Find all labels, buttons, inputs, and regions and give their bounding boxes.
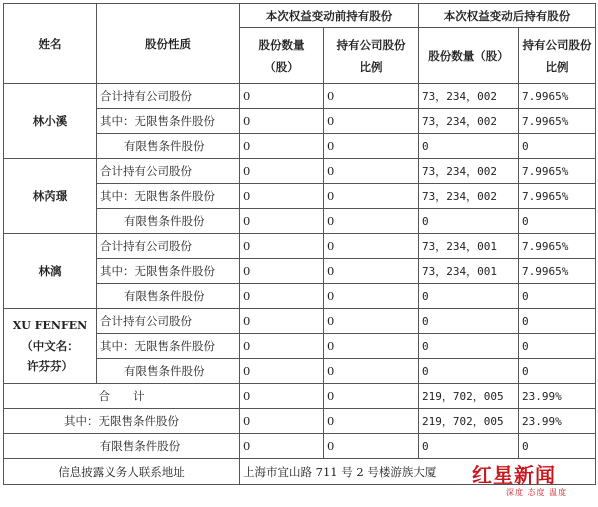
totals-label: 其中：无限售条件股份: [4, 409, 240, 434]
before-ratio: 0: [324, 234, 419, 259]
before-qty: 0: [240, 184, 324, 209]
share-nature: 合计持有公司股份: [97, 84, 240, 109]
table-row: [4, 234, 596, 259]
person-name-line: （中文名：: [21, 339, 79, 353]
share-nature: 其中：无限售条件股份: [97, 109, 240, 134]
after-qty: 73，234，001: [419, 234, 519, 259]
before-ratio: 0: [324, 384, 419, 409]
table-row: [4, 159, 596, 184]
after-qty: 73，234，002: [419, 109, 519, 134]
person-name: 林小溪: [4, 84, 97, 159]
after-qty: 0: [419, 359, 519, 384]
before-qty: 0: [240, 359, 324, 384]
after-qty: 0: [419, 309, 519, 334]
before-qty: 0: [240, 384, 324, 409]
share-nature: 有限售条件股份: [97, 209, 240, 234]
equity-change-table: [3, 3, 596, 485]
before-qty: 0: [240, 434, 324, 459]
after-ratio: 7.9965%: [519, 84, 596, 109]
watermark-subtitle: 深度 态度 温度: [506, 488, 568, 497]
share-nature: 有限售条件股份: [97, 284, 240, 309]
before-ratio: 0: [324, 209, 419, 234]
share-nature: 其中：无限售条件股份: [97, 259, 240, 284]
before-ratio: 0: [324, 359, 419, 384]
person-name-line: 许芬芬）: [27, 359, 73, 373]
before-qty: 0: [240, 209, 324, 234]
watermark-logo: [472, 459, 592, 503]
before-qty: 0: [240, 334, 324, 359]
share-nature: 其中：无限售条件股份: [97, 334, 240, 359]
header-nature: 股份性质: [97, 4, 240, 84]
header-after-qty: 股份数量（股）: [419, 28, 519, 84]
totals-row: [4, 434, 596, 459]
person-name-xu: [4, 309, 97, 384]
watermark-logo-text: 红星新闻: [472, 463, 556, 487]
share-nature: 合计持有公司股份: [97, 159, 240, 184]
after-ratio: 0: [519, 309, 596, 334]
before-qty: 0: [240, 309, 324, 334]
before-qty: 0: [240, 84, 324, 109]
header-before-group: 本次权益变动前持有股份: [240, 4, 419, 28]
after-qty: 0: [419, 134, 519, 159]
after-qty: 0: [419, 209, 519, 234]
after-ratio: 0: [519, 134, 596, 159]
table-row: [4, 84, 596, 109]
header-before-ratio: 持有公司股份 比例: [324, 28, 419, 84]
before-qty: 0: [240, 234, 324, 259]
before-qty: 0: [240, 109, 324, 134]
person-name: 林芮璟: [4, 159, 97, 234]
after-qty: 73，234，002: [419, 184, 519, 209]
before-ratio: 0: [324, 309, 419, 334]
totals-row: [4, 384, 596, 409]
after-ratio: 0: [519, 359, 596, 384]
share-nature: 合计持有公司股份: [97, 309, 240, 334]
before-qty: 0: [240, 159, 324, 184]
share-nature: 其中：无限售条件股份: [97, 184, 240, 209]
before-ratio: 0: [324, 409, 419, 434]
before-ratio: 0: [324, 84, 419, 109]
table-row: [4, 309, 596, 334]
after-ratio: 0: [519, 334, 596, 359]
before-ratio: 0: [324, 434, 419, 459]
after-ratio: 7.9965%: [519, 159, 596, 184]
after-ratio: 7.9965%: [519, 184, 596, 209]
after-qty: 73，234，002: [419, 159, 519, 184]
after-ratio: 23.99%: [519, 384, 596, 409]
after-qty: 73，234，002: [419, 84, 519, 109]
header-after-group: 本次权益变动后持有股份: [419, 4, 596, 28]
before-ratio: 0: [324, 159, 419, 184]
after-ratio: 0: [519, 209, 596, 234]
before-ratio: 0: [324, 109, 419, 134]
after-qty: 0: [419, 434, 519, 459]
after-ratio: 7.9965%: [519, 109, 596, 134]
before-qty: 0: [240, 259, 324, 284]
before-ratio: 0: [324, 134, 419, 159]
before-qty: 0: [240, 134, 324, 159]
after-qty: 0: [419, 334, 519, 359]
header-before-qty: 股份数量 （股）: [240, 28, 324, 84]
totals-label: 合 计: [4, 384, 240, 409]
person-name: 林漓: [4, 234, 97, 309]
after-qty: 219，702，005: [419, 384, 519, 409]
after-qty: 219，702，005: [419, 409, 519, 434]
totals-label: 有限售条件股份: [4, 434, 240, 459]
before-qty: 0: [240, 284, 324, 309]
after-qty: 73，234，001: [419, 259, 519, 284]
before-qty: 0: [240, 409, 324, 434]
after-qty: 0: [419, 284, 519, 309]
before-ratio: 0: [324, 259, 419, 284]
share-nature: 有限售条件股份: [97, 134, 240, 159]
address-label: 信息披露义务人联系地址: [4, 459, 240, 485]
after-ratio: 23.99%: [519, 409, 596, 434]
before-ratio: 0: [324, 334, 419, 359]
after-ratio: 7.9965%: [519, 234, 596, 259]
before-ratio: 0: [324, 184, 419, 209]
person-name-line: XU FENFEN: [12, 319, 88, 332]
share-nature: 有限售条件股份: [97, 359, 240, 384]
header-name: 姓名: [4, 4, 97, 84]
after-ratio: 0: [519, 434, 596, 459]
after-ratio: 0: [519, 284, 596, 309]
share-nature: 合计持有公司股份: [97, 234, 240, 259]
header-after-ratio: 持有公司股份 比例: [519, 28, 596, 84]
totals-row: [4, 409, 596, 434]
after-ratio: 7.9965%: [519, 259, 596, 284]
address-value: 上海市宜山路 711 号 2 号楼游族大厦: [240, 459, 596, 485]
before-ratio: 0: [324, 284, 419, 309]
